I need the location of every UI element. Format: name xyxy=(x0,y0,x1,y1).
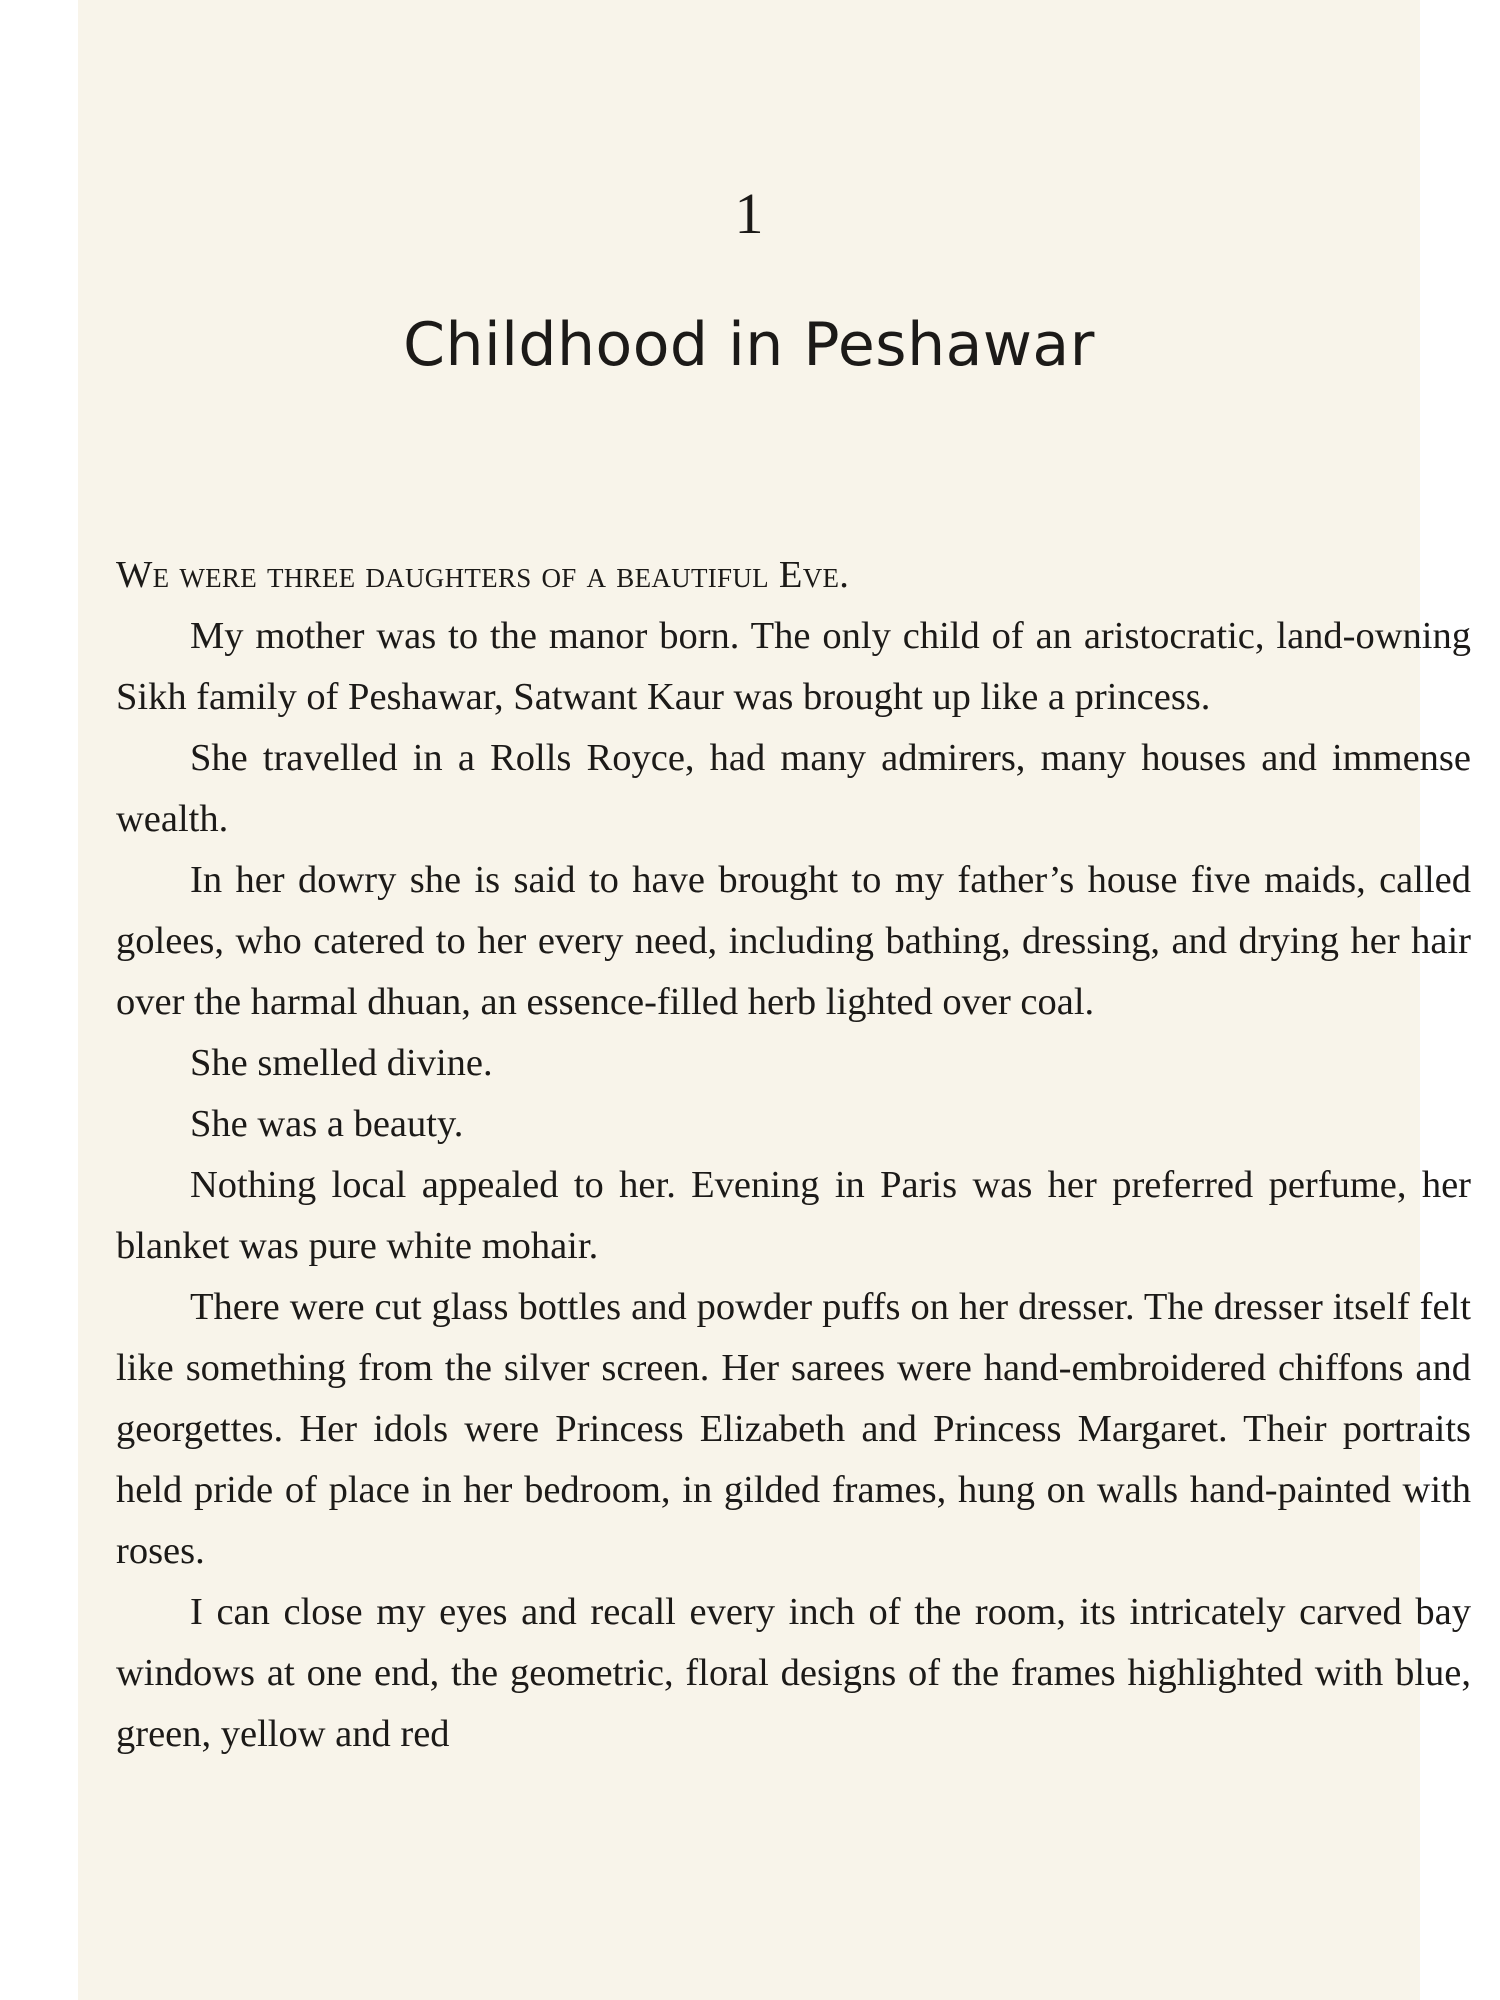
chapter-number: 1 xyxy=(734,181,764,246)
paragraph: I can close my eyes and recall every inch of the room, its intricately carved bay windows at one end, the geometric, floral designs of the frames highlighted with blue, green, yellow and red xyxy=(116,1591,1471,1755)
paragraph: She smelled divine. xyxy=(190,1042,493,1084)
paragraph: She travelled in a Rolls Royce, had many admirers, many houses and immense wealth. xyxy=(116,737,1471,840)
opening-line: We were three daughters of a beautiful Eve. xyxy=(116,554,850,596)
paragraph: Nothing local appealed to her. Evening in Paris was her preferred perfume, her blanket was pure white mohair. xyxy=(116,1164,1471,1267)
paragraph: In her dowry she is said to have brought to my father’s house five maids, called golees, who catered to her every need, including bathing, dressing, and drying her hair over the harmal dhuan, an essence-filled herb lighted over coal. xyxy=(116,859,1471,1023)
paragraph: My mother was to the manor born. The only child of an aristocratic, land-owning Sikh family of Peshawar, Satwant Kaur was brought up like a princess. xyxy=(116,615,1471,718)
book-page xyxy=(78,0,1471,2000)
chapter-body xyxy=(116,545,1471,1765)
paragraph: There were cut glass bottles and powder puffs on her dresser. The dresser itself felt like something from the silver screen. Her sarees were hand-embroidered chiffons and georgettes. Her idols were Princess Elizabeth and Princess Margaret. Their portraits held pride of place in her bedroom, in gilded frames, hung on walls hand-painted with roses. xyxy=(116,1286,1471,1572)
chapter-title: Childhood in Peshawar xyxy=(403,310,1095,380)
paragraph: She was a beauty. xyxy=(190,1103,464,1145)
